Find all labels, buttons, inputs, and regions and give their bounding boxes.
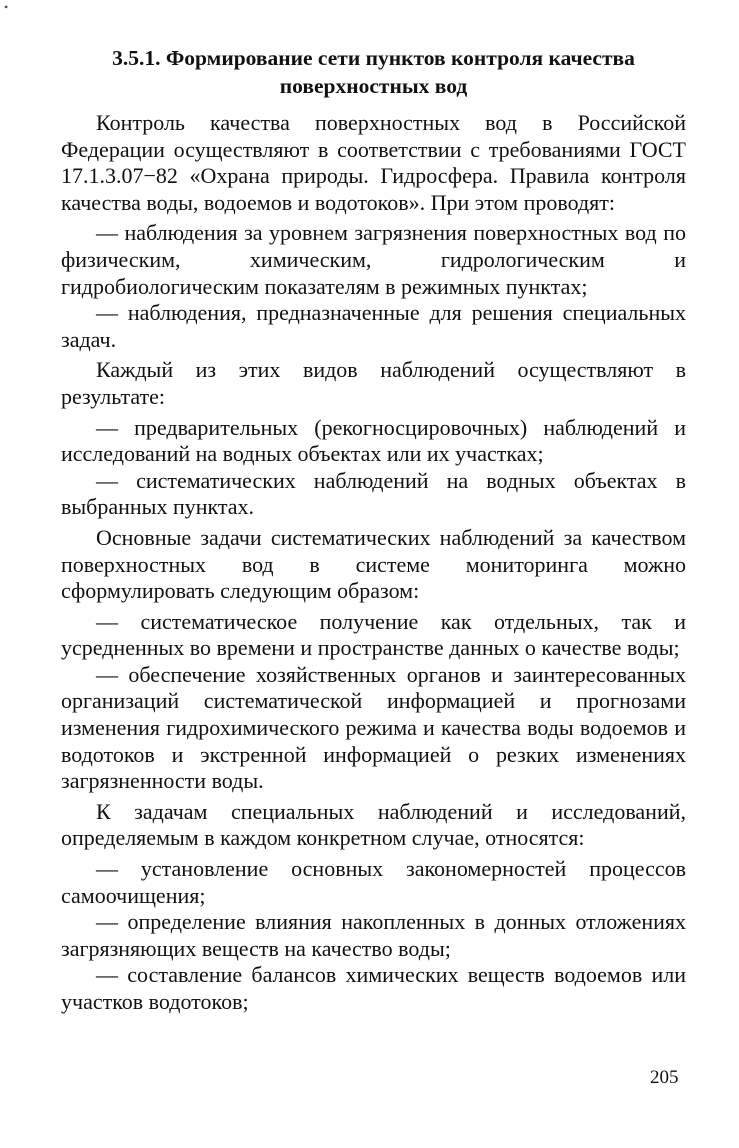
- list-item: — предварительных (рекогносцировочных) наблюдений и исследований на водных объектах или их участках;: [61, 414, 686, 467]
- list-item: — обеспечение хозяйственных органов и заинтересованных организаций систематической информацией и прогнозами изменения гидрохимического режима и качества воды водоемов и водотоков и экстренной информацией о резких изменениях загрязненности воды.: [61, 661, 686, 794]
- corner-mark: •: [4, 0, 9, 14]
- paragraph: Контроль качества поверхностных вод в Российской Федерации осуществляют в соответствии с требованиями ГОСТ 17.1.3.07−82 «Охрана природы. Гидросфера. Правила контроля качества воды, водоемов и водотоков». При этом проводят:: [61, 110, 686, 215]
- paragraph: К задачам специальных наблюдений и исследований, определяемым в каждом конкретном случае, относятся:: [61, 798, 686, 851]
- paragraph: Каждый из этих видов наблюдений осуществляют в результате:: [61, 357, 686, 409]
- list-item: — установление основных закономерностей процессов самоочищения;: [61, 856, 686, 908]
- list-item: — систематическое получение как отдельных, так и усредненных во времени и пространстве данных о качестве воды;: [61, 608, 686, 661]
- body-text: [61, 110, 686, 1016]
- list-item: — наблюдения, предназначенные для решения специальных задач.: [61, 300, 686, 352]
- list-item: — наблюдения за уровнем загрязнения поверхностных вод по физическим, химическим, гидрологическим и гидробиологическим показателям в режимных пунктах;: [61, 220, 686, 299]
- paragraph: Основные задачи систематических наблюдений за качеством поверхностных вод в системе мониторинга можно сформулировать следующим образом:: [61, 524, 686, 604]
- list-item: — составление балансов химических веществ водоемов или участков водотоков;: [61, 962, 686, 1014]
- page-number: 205: [650, 1067, 679, 1088]
- section-heading: 3.5.1. Формирование сети пунктов контроля качества поверхностных вод: [112, 46, 635, 98]
- list-item: — систематических наблюдений на водных объектах в выбранных пунктах.: [61, 467, 686, 520]
- list-item: — определение влияния накопленных в донных отложениях загрязняющих веществ на качество воды;: [61, 909, 686, 961]
